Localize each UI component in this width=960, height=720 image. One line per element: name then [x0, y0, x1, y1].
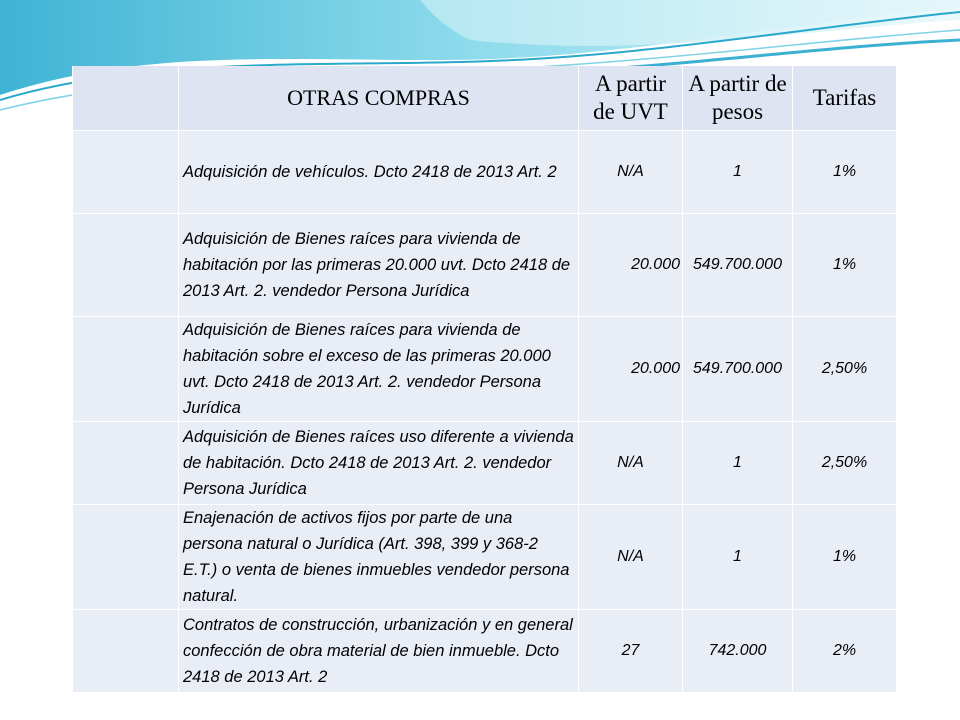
header-a-partir-pesos: A partir de pesos	[683, 66, 793, 131]
row-tarifa: 1%	[793, 131, 897, 214]
row-uvt: N/A	[579, 422, 683, 505]
table-row	[73, 422, 897, 505]
row-description: Adquisición de vehículos. Dcto 2418 de 2013 Art. 2	[179, 131, 579, 214]
row-pesos: 1	[683, 422, 793, 505]
row-tarifa: 1%	[793, 214, 897, 317]
row-blank-cell	[73, 610, 179, 693]
header-tarifas: Tarifas	[793, 66, 897, 131]
row-tarifa: 2,50%	[793, 422, 897, 505]
row-pesos: 549.700.000	[683, 317, 793, 422]
row-pesos: 1	[683, 505, 793, 610]
retention-table	[72, 66, 897, 693]
row-pesos: 549.700.000	[683, 214, 793, 317]
row-blank-cell	[73, 131, 179, 214]
row-uvt: 27	[579, 610, 683, 693]
row-blank-cell	[73, 214, 179, 317]
table-row	[73, 214, 897, 317]
table-header-row	[73, 66, 897, 131]
row-blank-cell	[73, 422, 179, 505]
table-row	[73, 131, 897, 214]
row-uvt: 20.000	[579, 317, 683, 422]
row-blank-cell	[73, 505, 179, 610]
row-blank-cell	[73, 317, 179, 422]
row-pesos: 742.000	[683, 610, 793, 693]
table-row	[73, 610, 897, 693]
header-otras-compras: OTRAS COMPRAS	[179, 66, 579, 131]
header-a-partir-uvt: A partir de UVT	[579, 66, 683, 131]
row-description: Adquisición de Bienes raíces para vivienda de habitación por las primeras 20.000 uvt. Dcto 2418 de 2013 Art. 2. vendedor Persona Jurídica	[179, 214, 579, 317]
table-row	[73, 317, 897, 422]
row-description: Contratos de construcción, urbanización y en general confección de obra material de bien inmueble. Dcto 2418 de 2013 Art. 2	[179, 610, 579, 693]
row-description: Adquisición de Bienes raíces uso diferente a vivienda de habitación. Dcto 2418 de 2013 Art. 2. vendedor Persona Jurídica	[179, 422, 579, 505]
row-uvt: N/A	[579, 505, 683, 610]
table-row	[73, 505, 897, 610]
row-tarifa: 1%	[793, 505, 897, 610]
row-description: Adquisición de Bienes raíces para vivienda de habitación sobre el exceso de las primeras 20.000 uvt. Dcto 2418 de 2013 Art. 2. vendedor Persona Jurídica	[179, 317, 579, 422]
row-tarifa: 2%	[793, 610, 897, 693]
row-description: Enajenación de activos fijos por parte de una persona natural o Jurídica (Art. 398, 399 y 368-2 E.T.) o venta de bienes inmuebles vendedor persona natural.	[179, 505, 579, 610]
header-blank-cell	[73, 66, 179, 131]
row-pesos: 1	[683, 131, 793, 214]
row-tarifa: 2,50%	[793, 317, 897, 422]
row-uvt: 20.000	[579, 214, 683, 317]
row-uvt: N/A	[579, 131, 683, 214]
